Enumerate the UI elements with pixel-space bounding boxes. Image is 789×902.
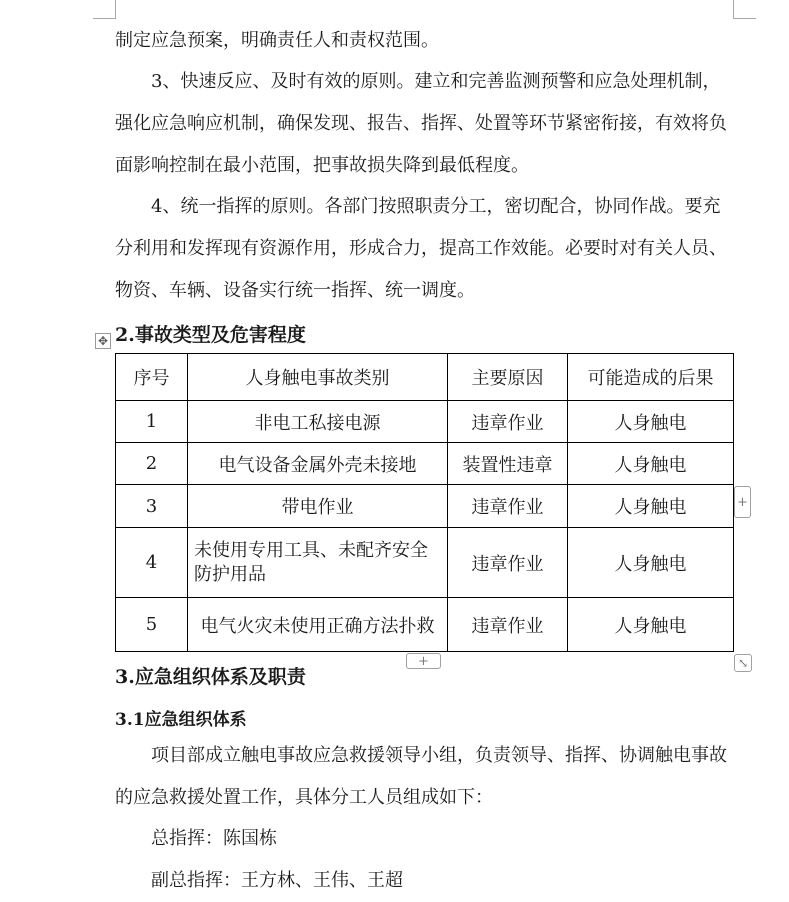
- table-row: [116, 443, 734, 485]
- header-cell: 可能造成的后果: [568, 354, 734, 401]
- table-cell: 未使用专用工具、未配齐安全防护用品: [188, 528, 448, 598]
- table-cell: 人身触电: [568, 443, 734, 485]
- table-row: [116, 401, 734, 443]
- table-cell: 违章作业: [448, 485, 568, 528]
- table-cell: 4: [116, 528, 188, 598]
- table-row: [116, 528, 734, 598]
- table-cell: 违章作业: [448, 598, 568, 652]
- header-cell: 人身触电事故类别: [188, 354, 448, 401]
- add-column-button[interactable]: +: [734, 486, 751, 518]
- commander-line: 总指挥：陈国栋: [151, 828, 277, 849]
- paragraph-principle-4: 4、统一指挥的原则。各部门按照职责分工，密切配合，协同作战。要充分利用和发挥现有资源作用，形成合力，提高工作效能。必要时对有关人员、物资、车辆、设备实行统一指挥、统一调度。: [115, 196, 727, 301]
- table-cell: 电气火灾未使用正确方法扑救: [188, 598, 448, 652]
- paragraph-leadership-group: 项目部成立触电事故应急救援领导小组，负责领导、指挥、协调触电事故的应急救援处置工作，具体分工人员组成如下：: [115, 745, 727, 808]
- accident-type-table: [115, 353, 734, 652]
- table-resize-icon[interactable]: ⤡: [734, 654, 752, 672]
- header-cell: 序号: [116, 354, 188, 401]
- table-cell: 人身触电: [568, 528, 734, 598]
- paragraph-principle-3: 3、快速反应、及时有效的原则。建立和完善监测预警和应急处理机制，强化应急响应机制，确保发现、报告、指挥、处置等环节紧密衔接，有效将负面影响控制在最小范围，把事故损失降到最低程度。: [115, 71, 727, 176]
- table-cell: 2: [116, 443, 188, 485]
- table-cell: 违章作业: [448, 401, 568, 443]
- heading-emergency-organization: 3.应急组织体系及职责: [115, 666, 306, 688]
- header-cell: 主要原因: [448, 354, 568, 401]
- deputy-commander-line: 副总指挥：王方林、王伟、王超: [151, 870, 403, 891]
- page-corner-mark-left: [93, 0, 116, 19]
- table-cell: 1: [116, 401, 188, 443]
- table-cell: 违章作业: [448, 528, 568, 598]
- table-cell: 人身触电: [568, 598, 734, 652]
- heading-organization-system: 3.1应急组织体系: [115, 710, 247, 730]
- table-cell: 电气设备金属外壳未接地: [188, 443, 448, 485]
- table-cell: 带电作业: [188, 485, 448, 528]
- table-cell: 人身触电: [568, 485, 734, 528]
- table-cell: 3: [116, 485, 188, 528]
- paragraph-continuation: 制定应急预案，明确责任人和责权范围。: [115, 30, 439, 51]
- page-corner-mark-right: [733, 0, 756, 19]
- table-cell: 非电工私接电源: [188, 401, 448, 443]
- table-row: [116, 485, 734, 528]
- table-move-handle-icon[interactable]: ✥: [95, 333, 111, 349]
- add-row-button[interactable]: +: [406, 653, 441, 669]
- table-cell: 5: [116, 598, 188, 652]
- table-cell: 装置性违章: [448, 443, 568, 485]
- heading-accident-types: 2.事故类型及危害程度: [115, 324, 306, 346]
- table-cell: 人身触电: [568, 401, 734, 443]
- table-row: [116, 598, 734, 652]
- table-header-row: [116, 354, 734, 401]
